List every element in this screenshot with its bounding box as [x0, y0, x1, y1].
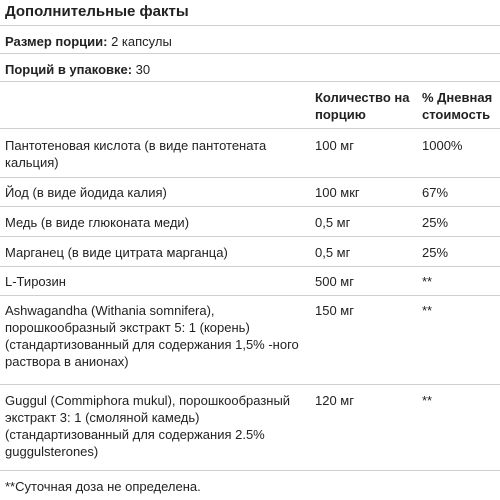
nutrient-name: L-Тирозин [5, 274, 66, 289]
servings-label: Порций в упаковке: [5, 62, 133, 77]
nutrient-name: Ashwagandha (Withania somnifera), порошкообразный экстракт 5: 1 (корень) (стандартизованный для содержания 1,5% -ного раствора в анионах) [5, 303, 299, 369]
divider [0, 25, 500, 26]
nutrient-amount: 100 мг [315, 138, 354, 153]
nutrient-daily-value: 67% [422, 185, 449, 200]
panel-title: Дополнительные факты [5, 3, 189, 20]
serving-size-label: Размер порции: [5, 34, 108, 49]
nutrient-amount: 0,5 мг [315, 215, 351, 230]
divider [0, 128, 500, 129]
divider [0, 384, 500, 385]
nutrient-amount: 500 мг [315, 274, 354, 289]
divider [0, 53, 500, 54]
servings-value: 30 [132, 62, 151, 77]
divider [0, 295, 500, 296]
divider [0, 470, 500, 471]
nutrient-daily-value: 25% [422, 245, 449, 260]
serving-size [5, 33, 172, 50]
nutrient-daily-value: 25% [422, 215, 449, 230]
divider [0, 266, 500, 267]
nutrient-amount: 150 мг [315, 303, 354, 318]
servings-per-container [5, 61, 150, 78]
nutrient-daily-value: ** [422, 393, 433, 408]
nutrient-name: Марганец (в виде цитрата марганца) [5, 245, 228, 260]
divider [0, 177, 500, 178]
nutrient-daily-value: ** [422, 274, 433, 289]
nutrient-name: Пантотеновая кислота (в виде пантотената кальция) [5, 138, 267, 170]
header-amount: Количество на порцию [315, 90, 410, 122]
nutrient-daily-value: 1000% [422, 138, 463, 153]
nutrient-daily-value: ** [422, 303, 433, 318]
nutrient-amount: 0,5 мг [315, 245, 351, 260]
divider [0, 236, 500, 237]
nutrient-name: Медь (в виде глюконата меди) [5, 215, 190, 230]
serving-size-value: 2 капсулы [107, 34, 172, 49]
nutrient-name: Guggul (Commiphora mukul), порошкообразный экстракт 3: 1 (смоляной камедь) (стандартизованный для содержания 2.5% guggulsterones) [5, 393, 291, 459]
nutrient-name: Йод (в виде йодида калия) [5, 185, 167, 200]
nutrient-amount: 120 мг [315, 393, 354, 408]
divider [0, 206, 500, 207]
footnote: **Суточная доза не определена. [5, 479, 201, 494]
header-daily-value: % Дневная стоимость [422, 90, 493, 122]
divider [0, 81, 500, 82]
nutrient-amount: 100 мкг [315, 185, 360, 200]
